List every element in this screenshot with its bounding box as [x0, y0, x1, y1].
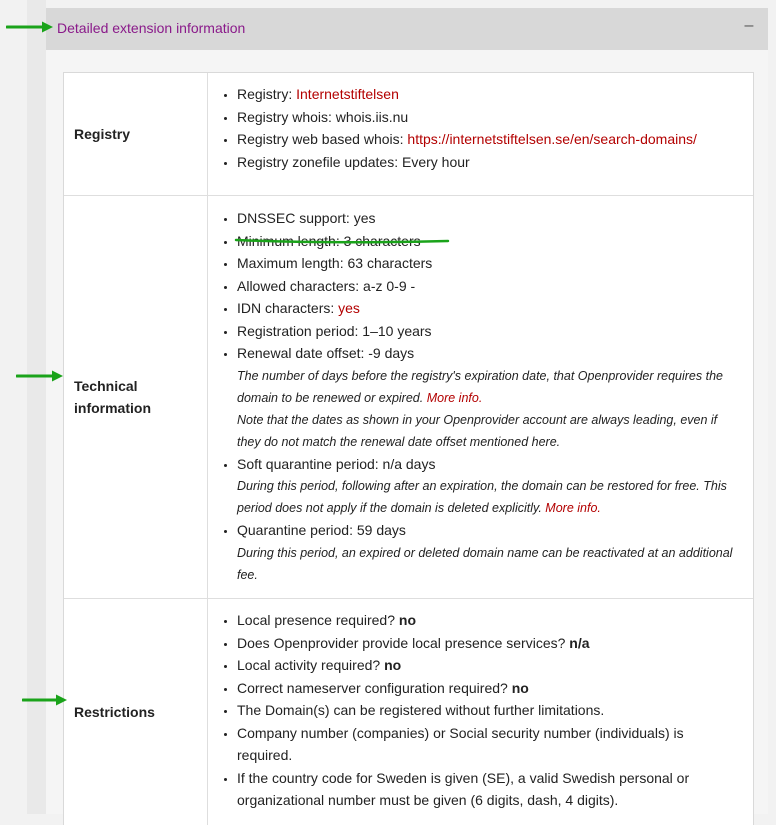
technical-values [208, 196, 753, 598]
registration-period-item: • Registration period: 1–10 years [237, 320, 739, 343]
local-activity-q: Local activity required? [237, 657, 385, 673]
page-left-rail [27, 0, 46, 814]
local-presence-item [237, 609, 739, 632]
local-activity-a: no [384, 657, 402, 673]
restrictions-values [208, 599, 753, 825]
registry-whois-item: • Registry whois: whois.iis.nu [237, 106, 739, 129]
soft-quarantine-note [237, 475, 739, 519]
underline-annotation-min-length [234, 238, 450, 244]
soft-more-info-link[interactable]: More info. [545, 501, 601, 515]
soft-note-text: During this period, following after an expiration, the domain can be restored for free. This period does not apply if the domain is deleted explicitly. [237, 479, 727, 515]
dnssec-item: • DNSSEC support: yes [237, 207, 739, 230]
arrow-annotation-title [6, 21, 54, 33]
quarantine-note: During this period, an expired or deleted domain name can be reactivated at an additional fee. [237, 545, 733, 582]
renewal-note-text: The number of days before the registry's expiration date, that Openprovider requires the domain to be renewed or expired. [237, 368, 723, 405]
nameserver-a: no [511, 679, 529, 696]
technical-row [64, 196, 753, 599]
registry-label: Registry [64, 73, 208, 195]
local-presence-q: Local presence required? [237, 612, 399, 628]
idn-value: yes [338, 300, 360, 316]
no-limits-item: • The Domain(s) can be registered without further limitations. [237, 699, 739, 722]
panel-header[interactable] [46, 8, 768, 50]
web-whois-prefix: Registry web based whois: [237, 131, 408, 147]
op-presence-item [237, 632, 739, 655]
renewal-offset-text: Renewal date offset: -9 days [237, 345, 415, 361]
max-length-item: • Maximum length: 63 characters [237, 252, 739, 275]
registry-row [64, 73, 753, 196]
local-activity-item [237, 654, 739, 677]
quarantine-item [237, 519, 739, 586]
registry-web-whois-item [237, 128, 739, 151]
local-presence-a: no [398, 612, 416, 628]
registry-values [208, 73, 753, 195]
renewal-note-leading: Note that the dates as shown in your Openprovider account are always leading, even if they do not match the renewal date offset mentioned here. [237, 412, 718, 449]
registry-zonefile-item: • Registry zonefile updates: Every hour [237, 151, 739, 174]
sweden-code-item: • If the country code for Sweden is given (SE), a valid Swedish personal or organizational number must be given (6 digits, dash, 4 digits). [237, 767, 739, 812]
web-whois-link[interactable]: https://internetstiftelsen.se/en/search-domains/ [407, 131, 697, 147]
registry-name-item [237, 83, 739, 106]
idn-item [237, 297, 739, 320]
renewal-offset-item [237, 342, 739, 453]
nameserver-q: Correct nameserver configuration required? [237, 679, 512, 696]
nameserver-item [237, 677, 739, 700]
idn-prefix: IDN characters: [237, 300, 339, 316]
arrow-annotation-technical [16, 370, 64, 382]
technical-label: Technical information [64, 196, 208, 598]
quarantine-text: Quarantine period: 59 days [237, 522, 406, 538]
allowed-chars-item: • Allowed characters: a-z 0-9 - [237, 275, 739, 298]
registry-prefix: Registry: [237, 86, 297, 102]
min-length-item: • Minimum length: 3 characters [237, 230, 739, 253]
company-number-item: • Company number (companies) or Social security number (individuals) is required. [237, 722, 739, 767]
op-presence-q: Does Openprovider provide local presence services? [237, 634, 570, 651]
op-presence-a: n/a [569, 634, 590, 651]
renewal-note [237, 365, 739, 409]
collapse-button[interactable]: – [744, 17, 754, 34]
extension-info-panel [46, 8, 768, 814]
renewal-more-info-link[interactable]: More info. [426, 390, 483, 405]
registry-name-link[interactable]: Internetstiftelsen [296, 86, 399, 102]
soft-quarantine-text: Soft quarantine period: n/a days [237, 455, 436, 472]
arrow-annotation-restrictions [22, 694, 68, 706]
restrictions-row [64, 599, 753, 825]
soft-quarantine-item [237, 453, 739, 520]
panel-title[interactable]: Detailed extension information [57, 20, 246, 36]
info-table [63, 72, 754, 825]
restrictions-label: Restrictions [64, 599, 208, 825]
